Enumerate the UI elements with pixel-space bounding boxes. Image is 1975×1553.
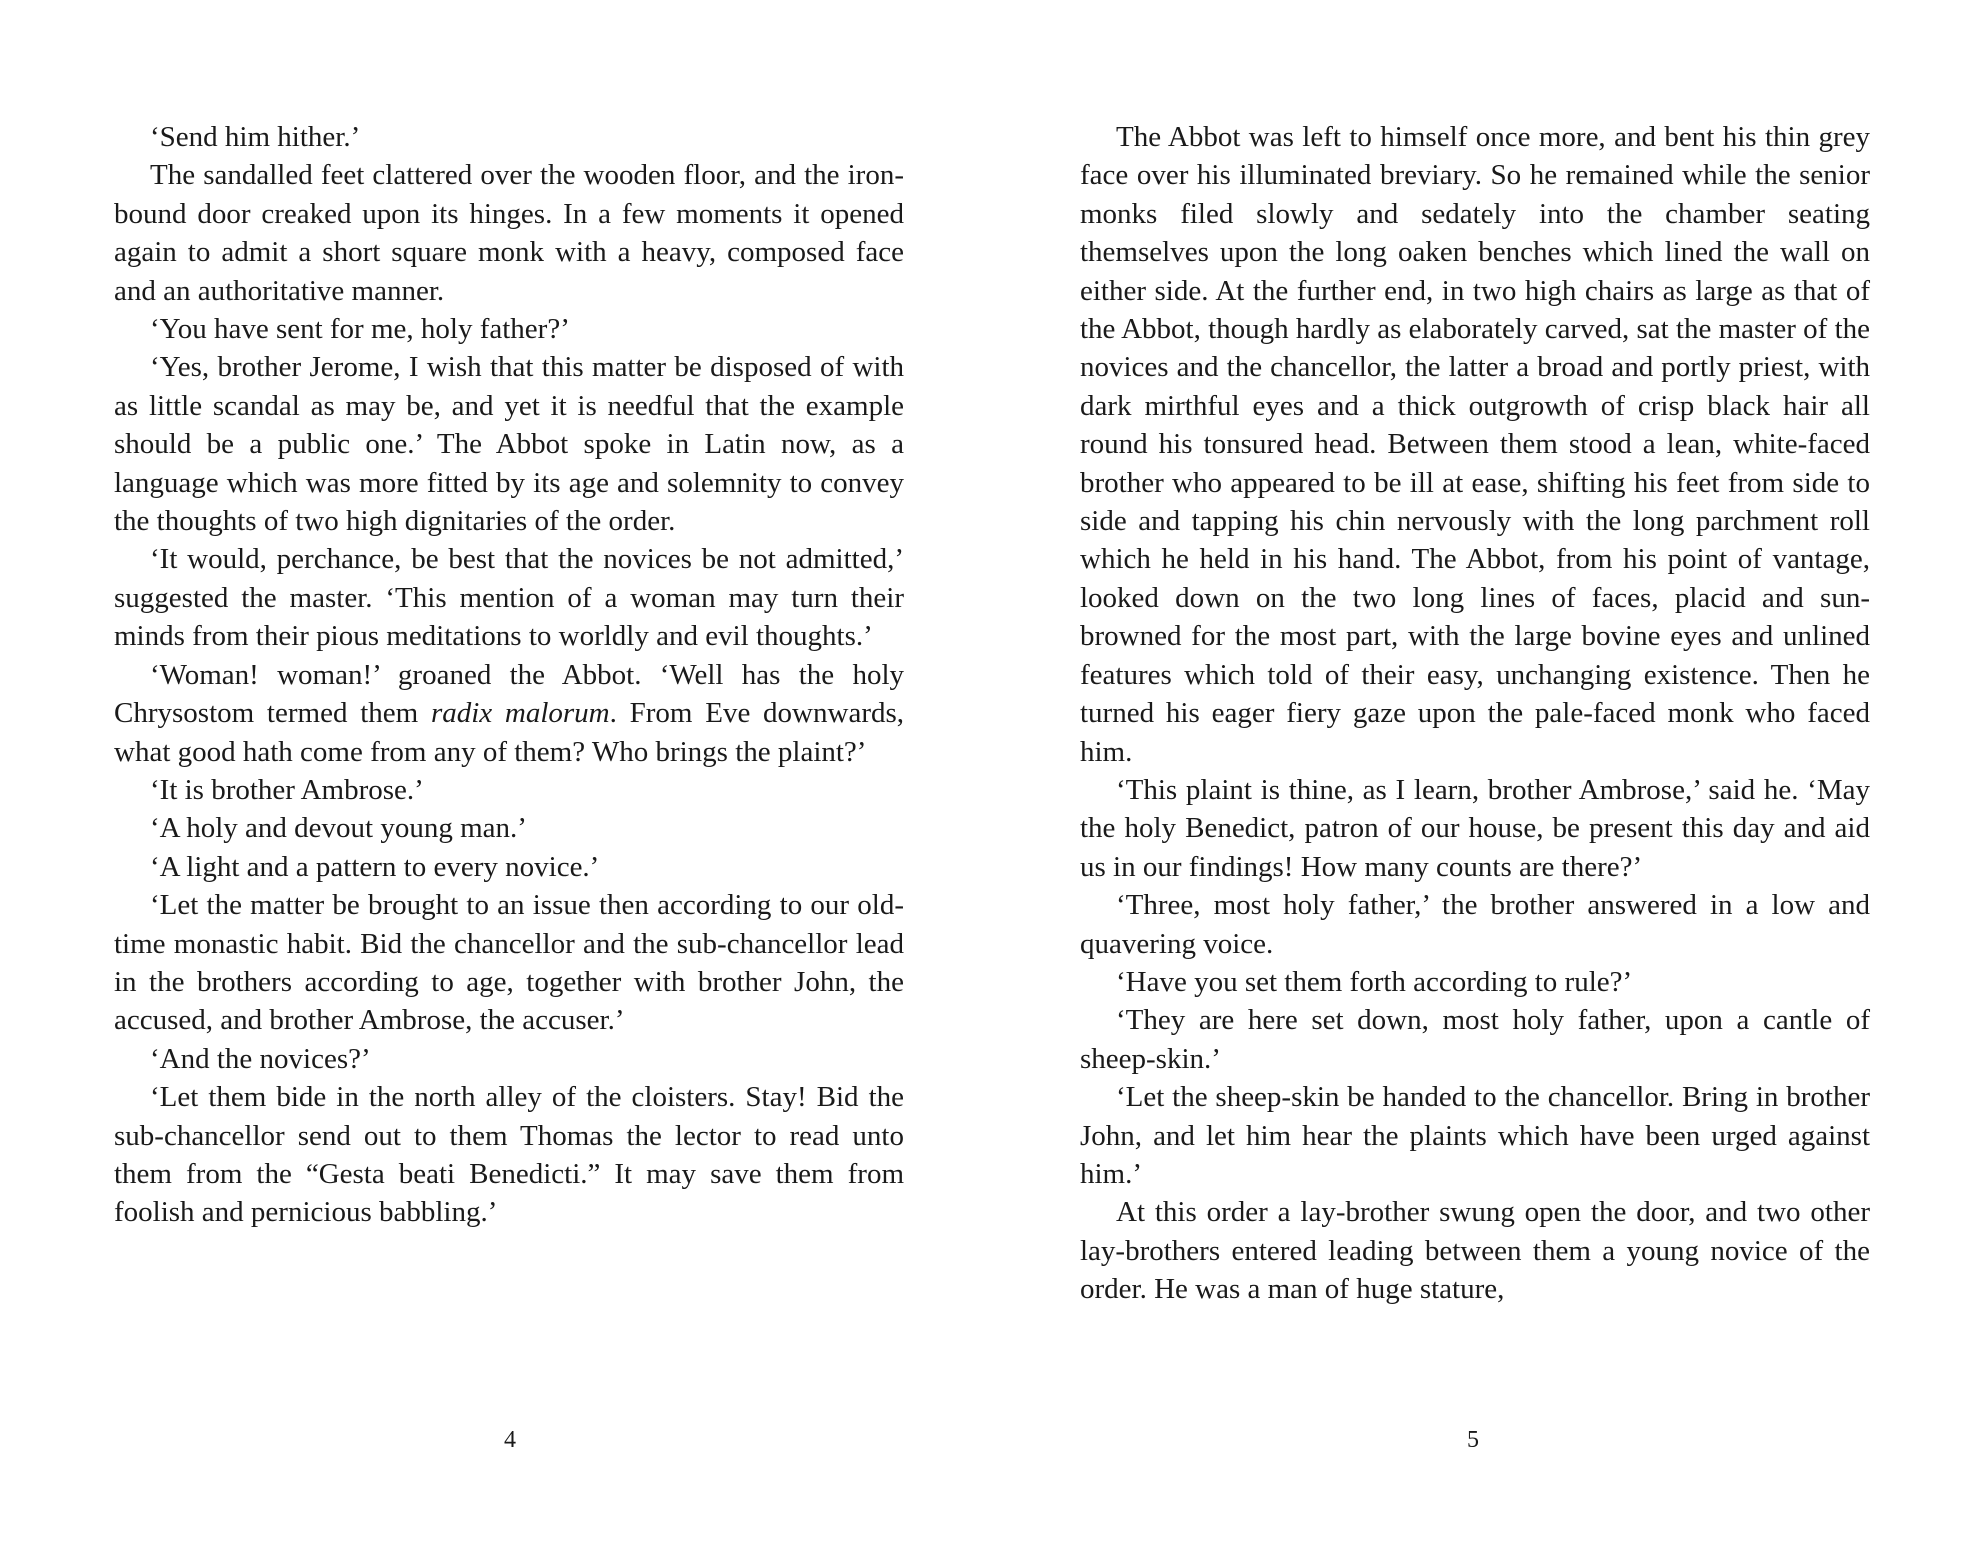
paragraph: ‘They are here set down, most holy father, upon a cantle of sheep-skin.’ <box>1080 1004 1870 1075</box>
paragraph: ‘Let them bide in the north alley of the cloisters. Stay! Bid the sub-chancellor send out to them Thomas the lector to read unto them from the “Gesta beati Benedicti.” It may save them from foolish and pernicious babbling.’ <box>114 1081 904 1229</box>
paragraph-text: . From Eve downwards, what good hath come from any of them? Who brings the plaint?’ <box>114 697 905 768</box>
paragraph-woman <box>114 656 904 771</box>
paragraph: ‘This plaint is thine, as I learn, brother Ambrose,’ said he. ‘May the holy Benedict, patron of our house, be present this day and aid us in our findings! How many counts are there?’ <box>1080 773 1870 883</box>
paragraph: ‘You have sent for me, holy father?’ <box>150 313 570 346</box>
paragraph: ‘Send him hither.’ <box>150 121 361 153</box>
paragraph: ‘It would, perchance, be best that the novices be not admitted,’ suggested the master. ‘This mention of a woman may turn their minds from their pious meditations to worldly and evil thoughts.’ <box>114 543 904 653</box>
paragraph: ‘A holy and devout young man.’ <box>150 812 527 845</box>
left-page <box>114 118 904 1232</box>
paragraph: The Abbot was left to himself once more, and bent his thin grey face over his illuminated breviary. So he remained while the senior monks filed slowly and sedately into the chamber seating themselves upon the long oaken benches which lined the wall on either side. At the further end, in two high chairs as large as that of the Abbot, though hardly as elaborately carved, sat the master of the novices and the chancellor, the latter a broad and portly priest, with dark mirthful eyes and a thick outgrowth of crisp black hair all round his tonsured head. Between them stood a lean, white-faced brother who appeared to be ill at ease, shifting his feet from side to side and tapping his chin nervously with the long parchment roll which he held in his hand. The Abbot, from his point of vantage, looked down on the two long lines of faces, placid and sun-browned for the most part, with the large bovine eyes and unlined features which told of their easy, unchanging existence. Then he turned his eager fiery gaze upon the pale-faced monk who faced him. <box>1080 121 1870 768</box>
page-number-left: 4 <box>504 1427 516 1453</box>
paragraph: ‘Have you set them forth according to rule?’ <box>1116 965 1633 998</box>
right-page <box>1080 118 1870 1309</box>
paragraph: ‘Let the matter be brought to an issue then according to our old-time monastic habit. Bid the chancellor and the sub-chancellor lead in the brothers according to age, together with brother John, the accused, and brother Ambrose, the accuser.’ <box>114 889 904 1037</box>
page-number-right: 5 <box>1467 1427 1479 1453</box>
paragraph-text: ‘Woman! woman!’ groaned the Abbot. ‘Well has the holy Chrysostom termed them <box>114 658 904 730</box>
paragraph: ‘And the novices?’ <box>150 1042 371 1075</box>
latin-phrase: radix malorum <box>430 697 610 730</box>
paragraph: ‘A light and a pattern to every novice.’ <box>150 850 600 883</box>
paragraph: ‘It is brother Ambrose.’ <box>150 773 424 806</box>
paragraph: ‘Yes, brother Jerome, I wish that this matter be disposed of with as little scandal as may be, and yet it is needful that the example should be a public one.’ The Abbot spoke in Latin now, as a language which was more fitted by its age and solemnity to convey the thoughts of two high dignitaries of the order. <box>114 351 904 538</box>
paragraph: At this order a lay-brother swung open the door, and two other lay-brothers entered leading between them a young novice of the order. He was a man of huge stature, <box>1080 1196 1870 1306</box>
paragraph: ‘Let the sheep-skin be handed to the chancellor. Bring in brother John, and let him hear the plaints which have been urged against him.’ <box>1080 1081 1870 1190</box>
paragraph: The sandalled feet clattered over the wooden floor, and the iron-bound door creaked upon its hinges. In a few moments it opened again to admit a short square monk with a heavy, composed face and an authoritative manner. <box>114 159 904 307</box>
paragraph: ‘Three, most holy father,’ the brother answered in a low and quavering voice. <box>1080 889 1870 960</box>
